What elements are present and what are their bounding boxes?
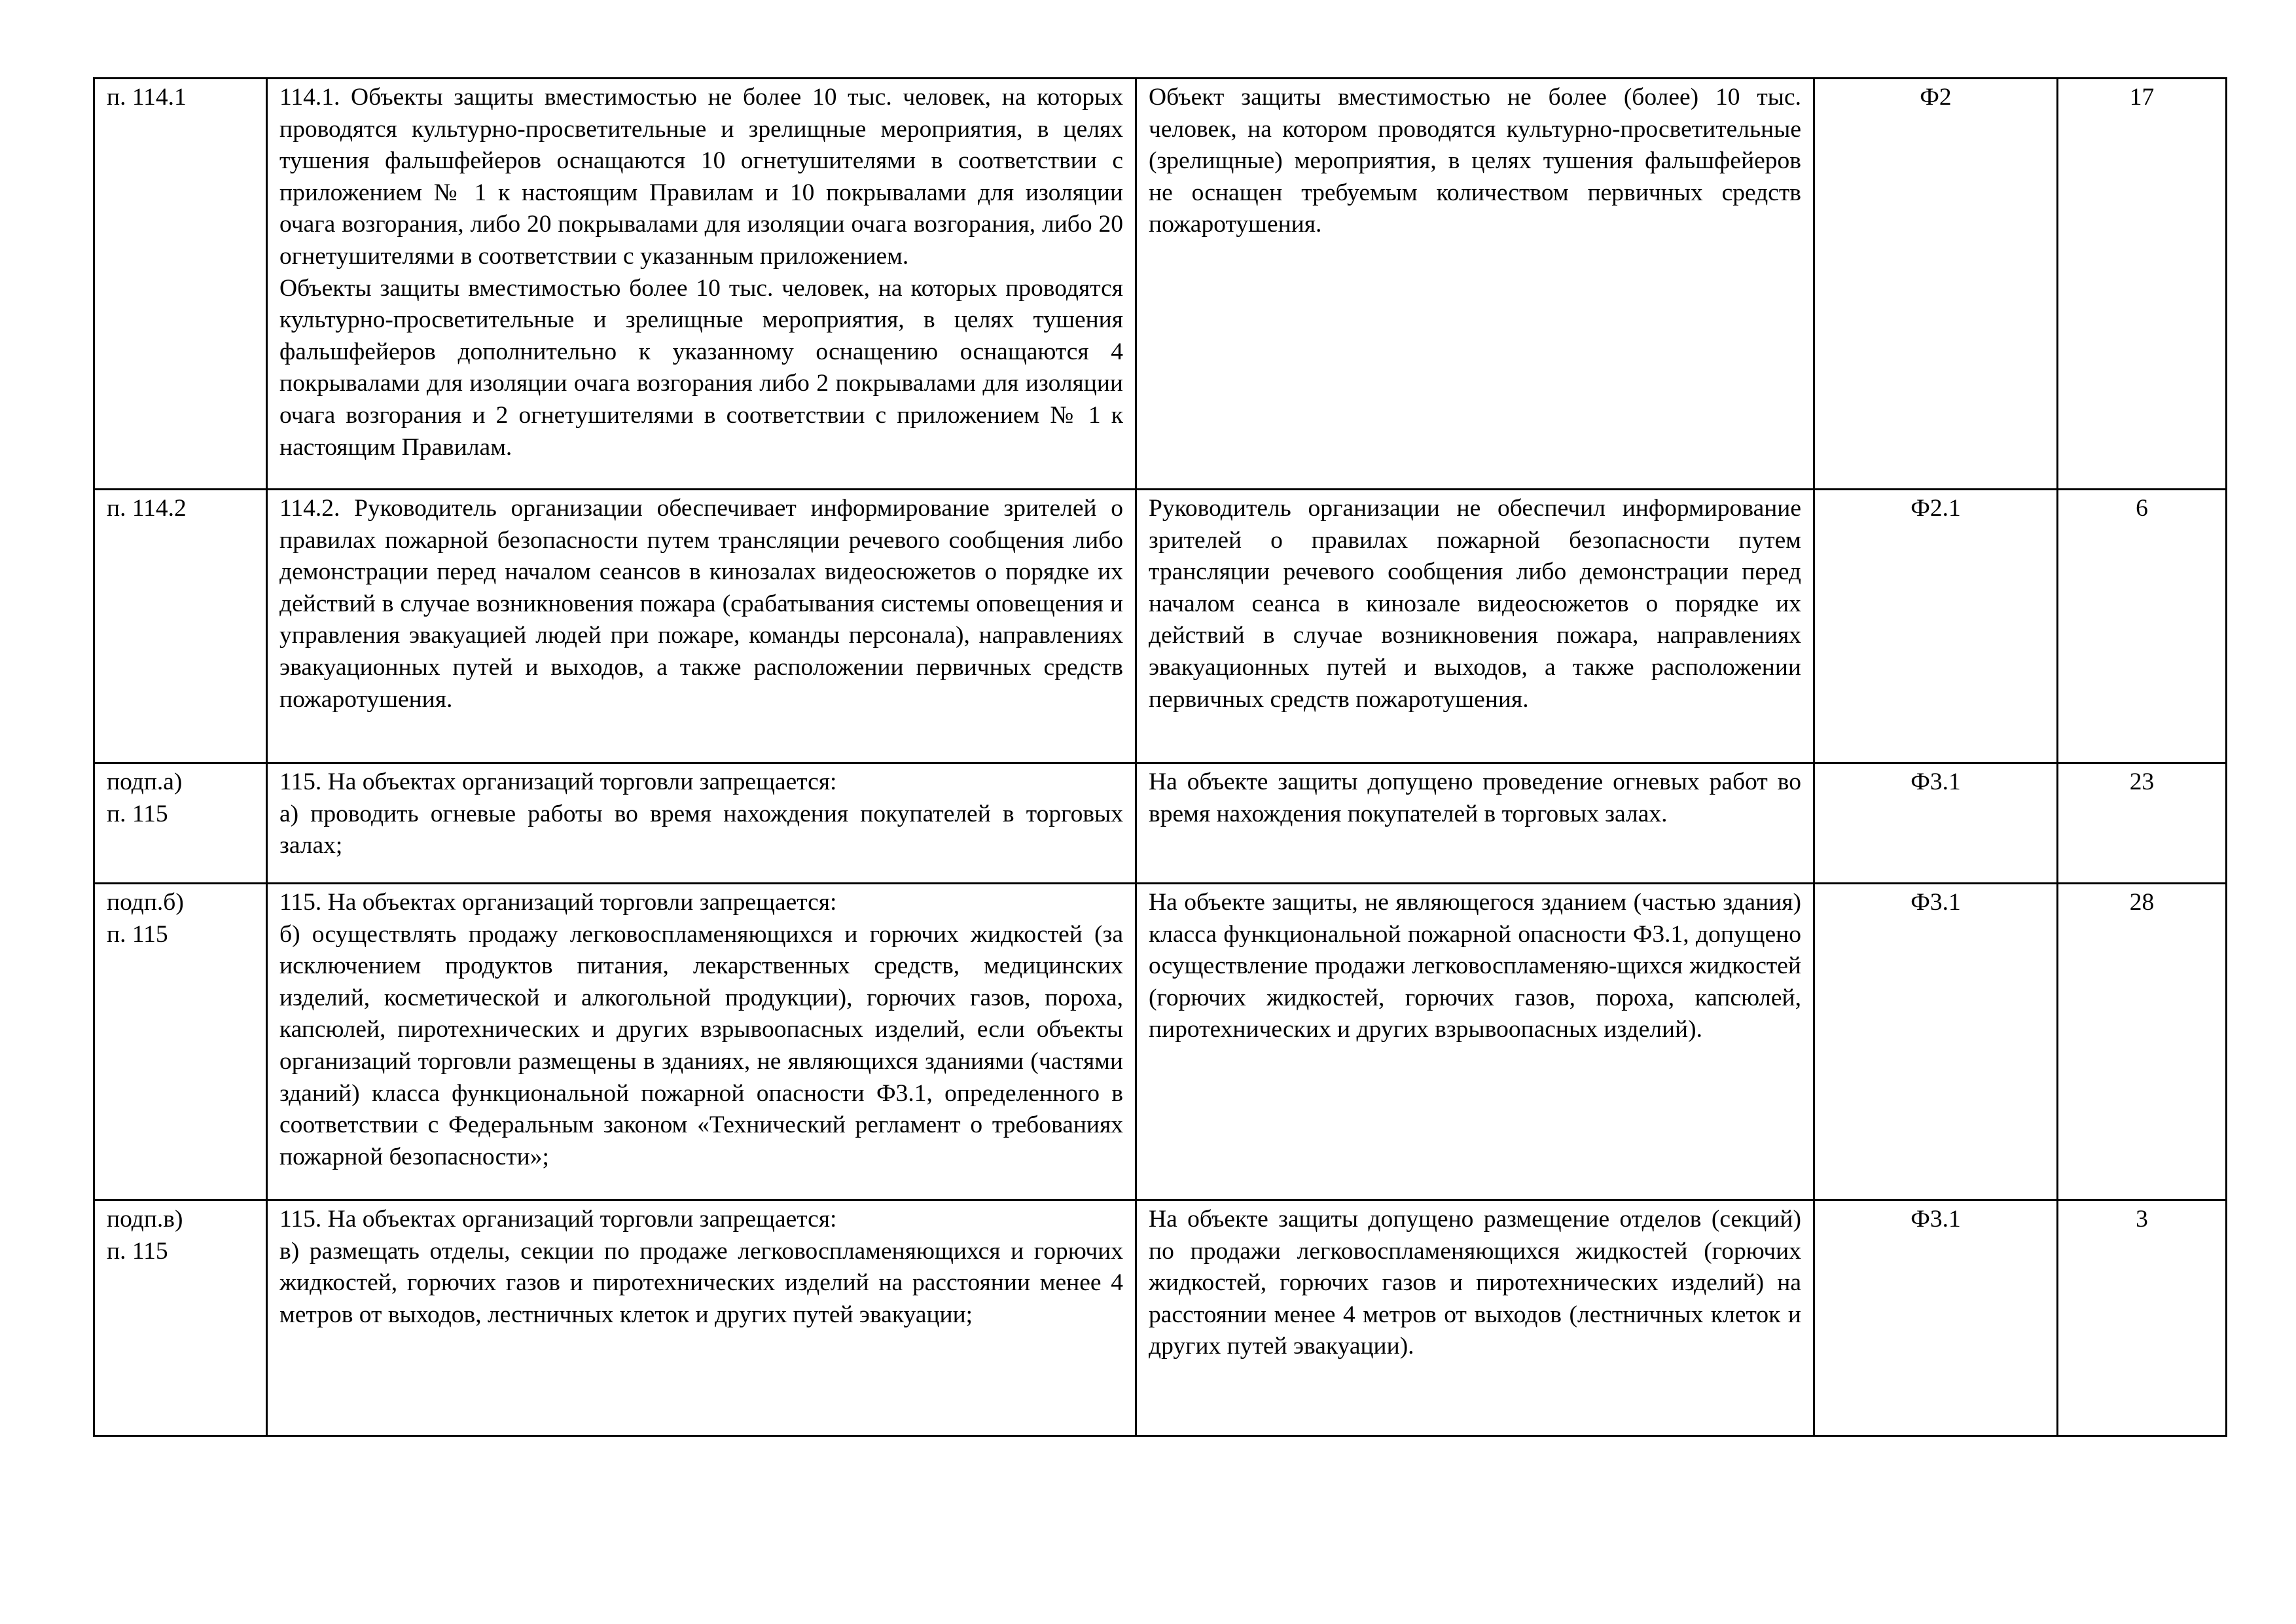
violation-cell: На объекте защиты допущено размещение отделов (секций) по продажи легковоспламеняющихся жидкостей (горючих жидкостей, горючих газов и пиротехнических изделий) на расстоянии менее 4 метров от выходов (лестничных клеток и других путей эвакуации). [1136,1200,1814,1436]
number-cell: 28 [2058,884,2227,1200]
number-cell: 6 [2058,490,2227,763]
number-cell: 23 [2058,763,2227,884]
class-cell: Ф3.1 [1814,763,2058,884]
class-cell: Ф2.1 [1814,490,2058,763]
requirement-paragraph: 115. На объектах организаций торговли запрещается: [279,889,837,916]
table-row [94,79,2227,490]
violation-cell: На объекте защиты допущено проведение огневых работ во время нахождения покупателей в торговых залах. [1136,763,1814,884]
number-cell: 17 [2058,79,2227,490]
requirement-paragraph: а) проводить огневые работы во время нахождения покупателей в торговых залах; [279,800,1123,859]
number-cell: 3 [2058,1200,2227,1436]
class-cell: Ф3.1 [1814,1200,2058,1436]
ref-cell: подп.а) п. 115 [94,763,267,884]
ref-cell: подп.в) п. 115 [94,1200,267,1436]
table-row [94,490,2227,763]
requirement-paragraph: в) размещать отделы, секции по продаже легковоспламеняющихся и горючих жидкостей, горючих газов и пиротехнических изделий на расстоянии менее 4 метров от выходов, лестничных клеток и других путей эвакуации; [279,1237,1123,1328]
requirement-paragraph: 114.1. Объекты защиты вместимостью не более 10 тыс. человек, на которых проводятся культурно-просветительные и зрелищные мероприятия, в целях тушения фальшфейеров оснащаются 10 огнетушителями в соответствии с приложением № 1 к настоящим Правилам и 10 покрывалами для изоляции очага возгорания, либо 20 покрывалами для изоляции очага возгорания, либо 20 огнетушителями в соответствии с указанным приложением. [279,84,1123,270]
violation-cell: Руководитель организации не обеспечил информирование зрителей о правилах пожарной безопасности путем трансляции речевого сообщения либо демонстрации перед началом сеанса в кинозале видеосюжетов о порядке их действий в случае возникновения пожара, направлениях эвакуационных путей и выходов, а также расположении первичных средств пожаротушения. [1136,490,1814,763]
ref-cell: подп.б) п. 115 [94,884,267,1200]
table-row [94,1200,2227,1436]
requirement-cell [267,490,1136,763]
requirement-paragraph: б) осуществлять продажу легковоспламеняющихся и горючих жидкостей (за исключением продуктов питания, лекарственных средств, медицинских изделий, косметической и алкогольной продукции), горючих газов, пороха, капсюлей, пиротехнических и других взрывоопасных изделий, если объекты организаций торговли размещены в зданиях, не являющихся зданиями (частями зданий) класса функциональной пожарной опасности Ф3.1, определенного в соответствии с Федеральным законом «Технический регламент о требованиях пожарной безопасности»; [279,920,1123,1170]
requirements-table [93,77,2227,1437]
requirement-cell [267,763,1136,884]
requirement-cell [267,1200,1136,1436]
table-row [94,763,2227,884]
requirement-paragraph: 115. На объектах организаций торговли запрещается: [279,1206,837,1233]
requirement-cell [267,79,1136,490]
requirement-cell [267,884,1136,1200]
table-row [94,884,2227,1200]
class-cell: Ф2 [1814,79,2058,490]
requirement-paragraph: 115. На объектах организаций торговли запрещается: [279,768,837,795]
violation-cell: На объекте защиты, не являющегося зданием (частью здания) класса функциональной пожарной опасности Ф3.1, допущено осуществление продажи легковоспламеняю-щихся жидкостей (горючих жидкостей, горючих газов, пороха, капсюлей, пиротехнических и других взрывоопасных изделий). [1136,884,1814,1200]
requirement-paragraph: 114.2. Руководитель организации обеспечивает информирование зрителей о правилах пожарной безопасности путем трансляции речевого сообщения либо демонстрации перед началом сеансов в кинозалах видеосюжетов о порядке их действий в случае возникновения пожара (срабатывания системы оповещения и управления эвакуацией людей при пожаре, команды персонала), направлениях эвакуационных путей и выходов, а также расположении первичных средств пожаротушения. [279,495,1123,713]
ref-cell: п. 114.1 [94,79,267,490]
ref-cell: п. 114.2 [94,490,267,763]
class-cell: Ф3.1 [1814,884,2058,1200]
requirement-paragraph: Объекты защиты вместимостью более 10 тыс. человек, на которых проводятся культурно-просветительные и зрелищные мероприятия, в целях тушения фальшфейеров дополнительно к указанному оснащению оснащаются 4 покрывалами для изоляции очага возгорания либо 2 покрывалами для изоляции очага возгорания и 2 огнетушителями в соответствии с приложением № 1 к настоящим Правилам. [279,274,1123,461]
violation-cell: Объект защиты вместимостью не более (более) 10 тыс. человек, на котором проводятся культурно-просветительные (зрелищные) мероприятия, в целях тушения фальшфейеров не оснащен требуемым количеством первичных средств пожаротушения. [1136,79,1814,490]
